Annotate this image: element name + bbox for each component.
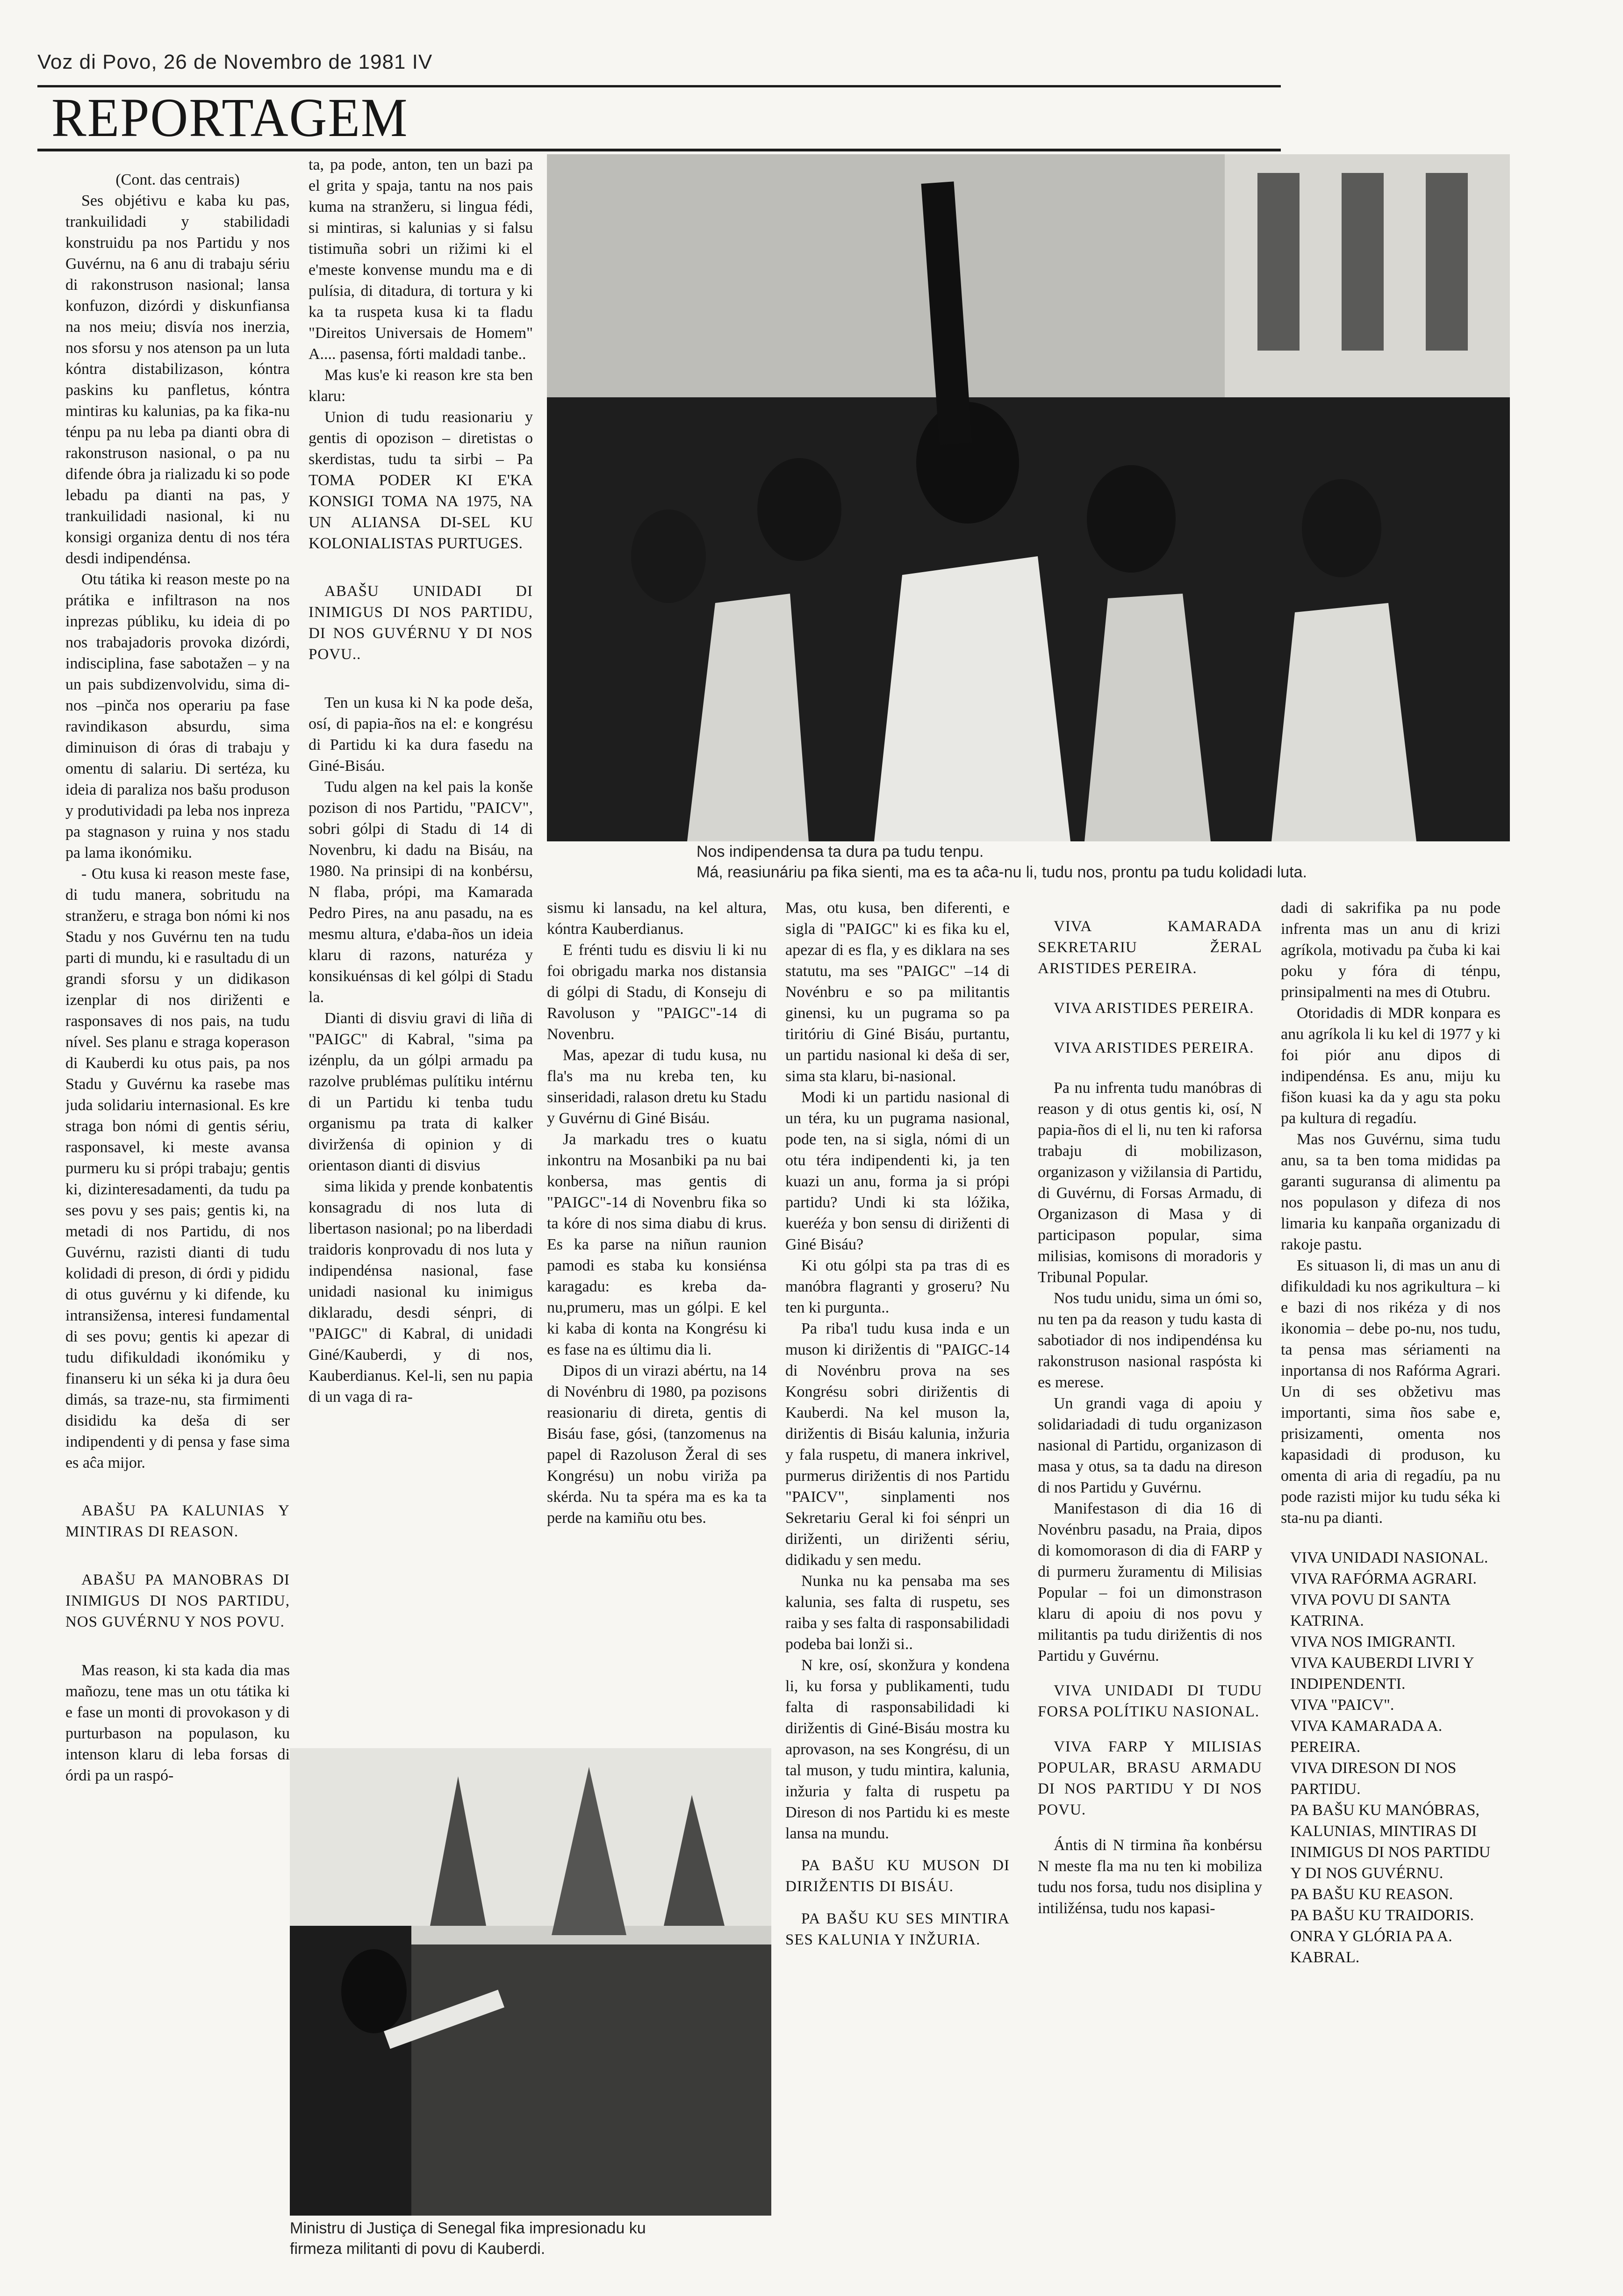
paragraph: Mas kus'e ki reason kre sta ben klaru: [309, 366, 533, 405]
caption-line: firmeza militanti di povu di Kauberdi. [290, 2240, 546, 2258]
viva-list [1281, 1547, 1501, 1968]
caption-line: Ministru di Justiça di Senegal fika impresionadu ku [290, 2219, 646, 2237]
paragraph: dadi di sakrifika pa nu pode infrenta mas un anu di krizi agríkola, motivadu pa čuba ki kai poku y fóra di ténpu, prinsipalmenti na mes di Otubru. [1281, 899, 1501, 1001]
paragraph: Es situason li, di mas un anu di difikuldadi ku nos agrikultura – ki e bazi di nos rikéza y di nos ikonomia – debe po-nu, nos tudu, ta pensa mas sériamenti na inportansa di nos Rafórma Agrari. Un di ses obžetivu mas importanti, sima ños sabe e, prisizamenti, omenta nos kapasidadi di produson, ku omenta di aria di regadíu, pa nu pode razisti mijor ku tudu séka ki sta-nu pa dianti. [1281, 1257, 1501, 1527]
column-2 [309, 154, 533, 1739]
paragraph: Dianti di disviu gravi di liña di "PAIGC" di Kabral, "sima pa izénplu, da un gólpi armadu pa razolve prublémas pulítiku intérnu di un Partidu ki tenba tudu organismu pa trata di kalker divirženśa di opinion y di orientason dianti di disvius [309, 1010, 533, 1174]
paragraph: Modi ki un partidu nasional di un téra, ku un pugrama nasional, pode ten, na si sigla, nómi di un otu téra indipendenti ki, ja ten kuazi un anu, forma ja si própi partidu? Undi ki sta lóžika, kueréźa y bon sensu di diriženti di Giné Bisáu? [785, 1089, 1010, 1253]
subheading: ABAŠU PA MANOBRAS DI INIMIGUS DI NOS PARTIDU, NOS GUVÉRNU Y NOS POVU. [65, 1571, 290, 1630]
viva-item: VIVA DIRESON DI NOS PARTIDU. [1290, 1759, 1457, 1798]
paragraph: Mas reason, ki sta kada dia mas mañozu, tene mas un otu tátika ki e fase un monti di provokason y di purturbason na populason, ku intenson klaru di leba forsas di órdi pa un raspó- [65, 1662, 290, 1784]
viva-item: VIVA POVU DI SANTA KATRINA. [1290, 1591, 1450, 1629]
column-3 [547, 897, 767, 1739]
section-rule [37, 149, 1281, 151]
paragraph: Ki otu gólpi sta pa tras di es manóbra flagranti y groseru? Nu ten ki purgunta.. [785, 1257, 1010, 1316]
paragraph: E frénti tudu es disviu li ki nu foi obrigadu marka nos distansia di gólpi di Stadu, di Konseju di Ravoluson y "PAIGC"-14 di Novenbru. [547, 941, 767, 1043]
subheading: PA BAŠU KU MUSON DI DIRIŽENTIS DI BISÁU. [785, 1857, 1010, 1895]
paragraph: Nunka nu ka pensaba ma ses kalunia, ses falta di ruspetu, ses raiba y ses falta di rasponsabilidadi podeba bai lonži si.. [785, 1572, 1010, 1653]
viva-item: PA BAŠU KU MANÓBRAS, KALUNIAS, MINTIRAS DI INIMIGUS DI NOS PARTIDU Y DI NOS GUVÉRNU. [1290, 1801, 1491, 1882]
paragraph: Pa riba'l tudu kusa inda e un muson ki dirižentis di "PAIGC-14 di Novénbru prova na ses Kongrésu sobri dirižentis di Kauberdi. Na kel muson la, dirižentis di Bisáu kalunia, inžuria y fala ruspetu, di manera inkrivel, purmerus dirižentis di nos Partidu "PAICV", sinplamenti nos Sekretariu Geral ki foi sénpri un diriženti, un diriženti sériu, didikadu y sen medu. [785, 1320, 1010, 1569]
viva-item: ONRA Y GLÓRIA PA A. KABRAL. [1290, 1928, 1452, 1966]
masthead: Voz di Povo, 26 de Novembro de 1981 IV [37, 50, 433, 73]
small-photo-caption [290, 2218, 785, 2259]
viva-item: VIVA KAUBERDI LIVRI Y INDIPENDENTI. [1290, 1654, 1474, 1693]
paragraph: sima likida y prende konbatentis konsagradu di nos luta di libertason nasional; po na liberdadi traidoris konprovadu di nos luta y indipendénsa nasional, fase unidadi nasional ku inimigus diklaradu, desdi sénpri, di "PAIGC" di Kabral, di unidadi Giné/Kauberdi, y di nos, Kauberdianus. Kel-li, sen nu papia di un vaga di ra- [309, 1178, 533, 1406]
viva-item: PA BAŠU KU TRAIDORIS. [1290, 1907, 1474, 1924]
paragraph: Mas, apezar di tudu kusa, nu fla's ma nu kreba ten, ku sinseridadi, ralason dretu ku Stadu y Guvérnu di Giné Bisáu. [547, 1047, 767, 1127]
paragraph: Mas, otu kusa, ben diferenti, e sigla di "PAIGC" ki es fika ku el, apezar di es fla, y es diklara na ses statutu, ma ses "PAIGC" –14 di Novénbru e so pa militantis ginensi, ku un pugrama so pa tiritóriu di Giné Bisáu, purtantu, un partidu nasional ki deša di ser, sima sta klaru, bi-nasional. [785, 899, 1010, 1085]
paragraph: Nos tudu unidu, sima un ómi so, nu ten pa da reason y tudu kasta di sabotiador di nos indipendénsa ku rakonstruson nasional raspósta ki es merese. [1038, 1290, 1262, 1391]
paragraph: Ses objétivu e kaba ku pas, trankuilidadi y stabilidadi konstruidu pa nos Partidu y nos Guvérnu, na 6 anu di trabaju sériu di rakonstruson nasional; lansa konfuzon, dizórdi y diskunfiansa na nos meiu; disvía nos inerzia, nos sforsu y nos atenson pa un luta kóntra distabilizason, kóntra paskins ku panfletus, kóntra mintiras ku kalunias, pa ka fika-nu ténpu pa nu leba pa dianti obra di rakonstruson nasional, o pa nu difende óbra ja rializadu ki so pode lebadu pa dianti na pas, y trankuilidadi nasional, ki nu konsigi organiza dentu di nos téra desdi indipendénsa. [65, 192, 290, 567]
paragraph: - Otu kusa ki reason meste fase, di tudu manera, sobritudu na stranžeru, e straga bon nómi ki nos Stadu y nos Guvérnu ten na tudu parti di mundu, ki e rasultadu di un grandi sforsu y un didikason izenplar di nos diriženti e rasponsaves di nos pais, na tudu nível. Ses planu e straga koperason di Kauberdi ku otus pais, pa nos Stadu y Guvérnu ka rasebe mas juda solidariu internasional. Es kre straga bon nómi di gentis sériu, rasponsavel, ki meste avansa purmeru ku si própi trabaju; gentis ki, dizinteresadamenti, da tudu pa ses povu y ses pais; gentis ki, na metadi di nos Partidu, di nos Guvérnu, razisti dianti di tudu kolidadi di preson, di órdi y pididu di otus guvérnu y ki difende, ku intransižensa, interesi fundamental di ses povu; gentis ki apezar di tudu difikuldadi ikonómiku y finanseru ki un séka ki ja dura ôeu dimás, sa traze-nu, sta firmimenti disididu ka deša di ser indipendenti y di pensa y fase sima es aĉa mijor. [65, 865, 290, 1471]
paragraph: Union di tudu reasionariu y gentis di opozison – diretistas o skerdistas, tudu ta sirbi – Pa TOMA PODER KI E'KA KONSIGI TOMA NA 1975, NA UN ALIANSA DI-SEL KU KOLONIALISTAS PURTUGES. [309, 409, 533, 552]
column-4 [785, 897, 1010, 2290]
photo-caption [697, 841, 1510, 883]
paragraph: N kre, osí, skonžura y kondena li, ku forsa y publikamenti, tudu falta di rasponsabilidadi ki dirižentis di Giné-Bisáu mostra ku aprovason, na ses Kongrésu, di un tal muson, y tudu mintira, kalunia, inžuria y falta di ruspetu pa Direson di nos Partidu ki es meste lansa na mundu. [785, 1657, 1010, 1842]
viva-item: VIVA KAMARADA A. PEREIRA. [1290, 1717, 1443, 1756]
paragraph: ta, pa pode, anton, ten un bazi pa el grita y spaja, tantu na nos pais kuma na stranžeru, si lingua fédi, si mintiras, si kalunias y si falsu tistimuña sobri un rižimi ki el e'meste konvense mundu ma e di pulísia, di ditadura, di tortura y ki ka ta ruspeta kusa ki ta fladu "Direitos Universais de Homem" A.... pasensa, fórti maldadi tanbe.. [309, 156, 533, 363]
viva-item: VIVA UNIDADI NASIONAL. [1290, 1549, 1488, 1566]
viva-line: VIVA KAMARADA SEKRETARIU ŽERAL ARISTIDES PEREIRA. [1038, 918, 1262, 977]
paragraph: Tudu algen na kel pais la konše pozison di nos Partidu, "PAICV", sobri gólpi di Stadu di 14 di Novenbru, ki dadu na Bisáu, na 1980. Na prinsipi di na konbérsu, N flaba, própi, ma Kamarada Pedro Pires, na anu pasadu, na es mesmu altura, e'daba-ños un ideia klaru di razons, naturéza y konsikuénsas di kel gólpi di Stadu la. [309, 778, 533, 1006]
paragraph: sismu ki lansadu, na kel altura, kóntra Kauberdianus. [547, 899, 767, 938]
subheading: ABAŠU UNIDADI DI INIMIGUS DI NOS PARTIDU, DI NOS GUVÉRNU Y DI NOS POVU.. [309, 583, 533, 663]
column-1 [65, 169, 290, 2235]
section-title: REPORTAGEM [51, 87, 409, 149]
viva-line: VIVA ARISTIDES PEREIRA. [1054, 1000, 1254, 1017]
paragraph: Pa nu infrenta tudu manóbras di reason y di otus gentis ki, osí, N papia-ños di el li, nu ten ki raforsa trabaju di mobilizason, organizason y vižilansia di Partidu, di Guvérnu, di Forsas Armadu, di Organizason di Masa y di participason popular, sima milisias, komisons di moradoris y Tribunal Popular. [1038, 1079, 1262, 1286]
subheading: ABAŠU PA KALUNIAS Y MINTIRAS DI REASON. [65, 1502, 290, 1540]
column-6 [1281, 897, 1501, 2290]
continuation-note: (Cont. das centrais) [115, 171, 240, 188]
paragraph: Ántis di N tirmina ña konbérsu N meste fla ma nu ten ki mobiliza tudu nos forsa, tudu nos disiplina y intiližénsa, tudu nos kapasi- [1038, 1837, 1262, 1917]
viva-line: VIVA ARISTIDES PEREIRA. [1054, 1040, 1254, 1056]
crowd-at-balcony-photo [290, 1748, 771, 2216]
paragraph: Otu tátika ki reason meste po na prátika e infiltrason na nos inprezas públiku, ku ideia di po nos trabajadoris provoka dizórdi, indisciplina, fase sabotažen – y na un pais subdizenvolvidu, sima di-nos –pinča nos operariu pa fase ravindikason absurdu, sima diminuison di óras di trabaju y omentu di salariu. Di sertéza, ku ideia di paraliza nos bašu produson y produtividadi pa leba nos inpreza pa stagnason y ruina y nos stadu pa lama ikonómiku. [65, 571, 290, 861]
paragraph: Ja markadu tres o kuatu inkontru na Mosanbiki pa nu bai konbersa, mas gentis di "PAIGC"-14 di Novenbru fika so ta kóre di nos sima diabu di krus. Es ka parse na niñun raunion pamodi es staba ku konsiénsa karagadu: es kreba da-nu,prumeru, mas un gólpi. E kel ki kaba di konta na Kongrésu ki es fase na es últimu dia li. [547, 1131, 767, 1358]
viva-item: VIVA "PAICV". [1290, 1696, 1394, 1714]
crowd-photo [547, 154, 1510, 841]
subheading: PA BAŠU KU SES MINTIRA SES KALUNIA Y INŽURIA. [785, 1910, 1010, 1948]
caption-line: Má, reasiunáriu pa fika sienti, ma es ta aĉa-nu li, tudu nos, prontu pa tudu kolidadi luta. [697, 863, 1307, 881]
column-5 [1038, 916, 1262, 2290]
paragraph: Manifestason di dia 16 di Novénbru pasadu, na Praia, dipos di komomorason di dia di FARP y di purmeru žuramentu di Milisias Popular – foi un dimonstrason klaru di apoiu di nos povu y militantis pa tudu dirižentis di nos Partidu y Guvérnu. [1038, 1500, 1262, 1665]
paragraph: Mas nos Guvérnu, sima tudu anu, sa ta ben toma mididas pa garanti suguransa di alimentu pa nos populason y difeza di nos limaria ku kanpaña organizadu di rakoje pastu. [1281, 1131, 1501, 1253]
paragraph: Otoridadis di MDR konpara es anu agríkola li ku kel di 1977 y ki foi piór anu dipos di indipendénsa. Es anu, miju ku fišon kuasi ka da y agu sta poku pa kultura di regadíu. [1281, 1004, 1501, 1127]
paragraph: Dipos di un virazi abértu, na 14 di Novénbru di 1980, pa pozisons reasionariu di direta, gentis di Bisáu fase, gósi, (tanzomenus na papel di Razoluson Žeral di ses Kongrésu) un nobu viriža pa skérda. Nu ta spéra ma es ka ta perde na kamiñu otu bes. [547, 1362, 767, 1527]
viva-item: VIVA NOS IMIGRANTI. [1290, 1633, 1456, 1650]
paragraph: Ten un kusa ki N ka pode deša, osí, di papia-ños na el: e kongrésu di Partidu ki ka dura fasedu na Giné-Bisáu. [309, 694, 533, 775]
viva-item: PA BAŠU KU REASON. [1290, 1886, 1453, 1903]
paragraph: Un grandi vaga di apoiu y solidariadadi di tudu organizason nasional di Partidu, organizason di masa y otus, sa ta dadu na direson di nos Partidu y Guvérnu. [1038, 1395, 1262, 1496]
viva-line: VIVA FARP Y MILISIAS POPULAR, BRASU ARMADU DI NOS PARTIDU Y DI NOS POVU. [1038, 1738, 1262, 1818]
viva-line: VIVA UNIDADI DI TUDU FORSA POLÍTIKU NASIONAL. [1038, 1682, 1262, 1720]
caption-line: Nos indipendensa ta dura pa tudu tenpu. [697, 843, 984, 861]
viva-item: VIVA RAFÓRMA AGRARI. [1290, 1570, 1477, 1587]
